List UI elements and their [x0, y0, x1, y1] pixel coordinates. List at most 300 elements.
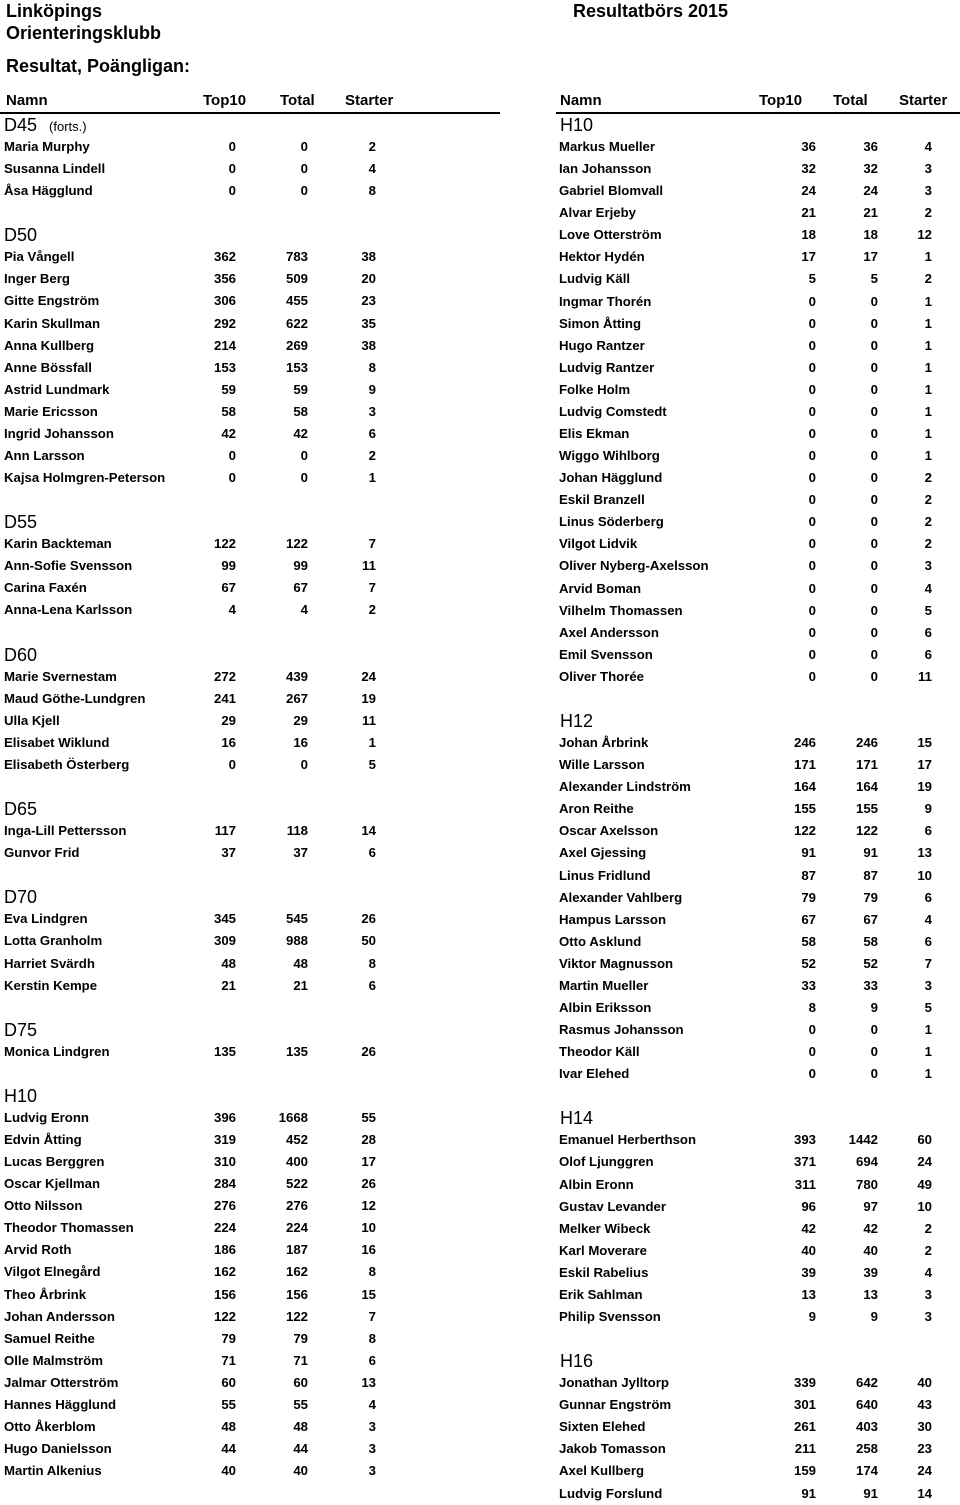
starter-value: 12 [361, 1198, 376, 1214]
top10-value: 21 [221, 977, 236, 993]
table-row [0, 710, 500, 732]
runner-name: Hugo Danielsson [4, 1441, 112, 1457]
runner-name: Love Otterström [559, 227, 662, 243]
runner-name: Simon Åtting [559, 315, 642, 331]
top10-value: 40 [221, 1463, 236, 1479]
starter-value: 30 [917, 1419, 932, 1435]
starter-value: 15 [917, 735, 932, 751]
top10-value: 71 [221, 1352, 236, 1368]
top10-value: 21 [801, 205, 816, 221]
total-value: 48 [293, 955, 308, 971]
starter-value: 23 [917, 1441, 932, 1457]
total-value: 52 [863, 955, 878, 971]
top10-value: 319 [213, 1131, 236, 1147]
top10-value: 0 [808, 602, 816, 618]
total-value: 29 [293, 712, 308, 728]
table-row [0, 1350, 500, 1372]
top10-value: 246 [793, 735, 816, 751]
total-value: 122 [285, 1308, 308, 1324]
table-row [0, 290, 500, 312]
total-value: 622 [285, 315, 308, 331]
total-value: 0 [870, 470, 878, 486]
top10-value: 362 [213, 249, 236, 265]
total-value: 509 [285, 271, 308, 287]
top10-value: 309 [213, 933, 236, 949]
top10-value: 96 [801, 1198, 816, 1214]
class-title-text: H12 [560, 711, 594, 732]
class-title-text: D55 [4, 512, 38, 533]
top10-value: 40 [801, 1242, 816, 1258]
top10-value: 16 [221, 734, 236, 750]
total-value: 0 [870, 403, 878, 419]
starter-value: 8 [368, 183, 376, 199]
column-header-starter: Starter [345, 92, 394, 109]
section-spacer [0, 776, 500, 798]
starter-value: 6 [924, 624, 932, 640]
total-value: 187 [285, 1242, 308, 1258]
runner-name: Melker Wibeck [559, 1220, 651, 1236]
total-value: 67 [293, 580, 308, 596]
runner-name: Åsa Hägglund [4, 183, 93, 199]
starter-value: 24 [917, 1463, 932, 1479]
starter-value: 3 [924, 1308, 932, 1324]
table-row [556, 1394, 960, 1416]
starter-value: 26 [361, 1176, 376, 1192]
starter-value: 5 [924, 602, 932, 618]
top10-value: 0 [808, 668, 816, 684]
total-value: 9 [870, 999, 878, 1015]
total-value: 224 [285, 1220, 308, 1236]
top10-value: 39 [801, 1264, 816, 1280]
result-class-section [556, 688, 960, 1085]
runner-name: Rasmus Johansson [559, 1022, 684, 1038]
top10-value: 0 [808, 580, 816, 596]
total-value: 21 [863, 205, 878, 221]
starter-value: 1 [368, 470, 376, 486]
runner-name: Hampus Larsson [559, 911, 666, 927]
runner-name: Harriet Svärdh [4, 955, 95, 971]
starter-value: 7 [924, 955, 932, 971]
starter-value: 10 [361, 1220, 376, 1236]
starter-value: 3 [368, 403, 376, 419]
total-value: 36 [863, 139, 878, 154]
table-row [556, 600, 960, 622]
total-value: 122 [855, 823, 878, 839]
class-title [556, 1107, 960, 1129]
total-value: 155 [855, 801, 878, 817]
total-value: 9 [870, 1308, 878, 1324]
top10-value: 122 [213, 536, 236, 552]
table-row [0, 842, 500, 864]
starter-value: 2 [924, 536, 932, 552]
club-name-line2: Orienteringsklubb [6, 23, 162, 43]
top10-value: 67 [801, 911, 816, 927]
starter-value: 4 [368, 161, 376, 177]
top10-value: 0 [228, 183, 236, 199]
result-class-section [0, 776, 500, 864]
top10-value: 0 [228, 470, 236, 486]
table-row [556, 1306, 960, 1328]
total-value: 171 [855, 757, 878, 773]
runner-name: Jonathan Jylltorp [559, 1375, 669, 1391]
runner-name: Elisabeth Österberg [4, 756, 130, 772]
table-row [556, 291, 960, 313]
runner-name: Otto Asklund [559, 933, 642, 949]
table-row [0, 688, 500, 710]
runner-name: Linus Fridlund [559, 867, 651, 883]
starter-value: 24 [917, 1154, 932, 1170]
total-value: 17 [863, 249, 878, 265]
runner-name: Alexander Vahlberg [559, 889, 683, 905]
total-value: 71 [293, 1352, 308, 1368]
runner-name: Elis Ekman [559, 426, 630, 442]
table-row [556, 820, 960, 842]
column-header-total: Total [833, 92, 868, 109]
top10-value: 0 [228, 161, 236, 177]
starter-value: 15 [361, 1286, 376, 1302]
top10-value: 79 [801, 889, 816, 905]
table-row [0, 1239, 500, 1261]
starter-value: 24 [361, 668, 376, 684]
table-row [0, 666, 500, 688]
starter-value: 11 [362, 558, 376, 574]
top10-value: 58 [221, 403, 236, 419]
runner-name: Maud Göthe-Lundgren [4, 690, 146, 706]
runner-name: Arvid Roth [4, 1242, 72, 1258]
starter-value: 4 [924, 139, 932, 154]
runner-name: Anne Bössfall [4, 359, 92, 375]
table-row [0, 1217, 500, 1239]
top10-value: 99 [221, 558, 236, 574]
runner-name: Albin Eriksson [559, 999, 652, 1015]
class-title [0, 798, 500, 820]
column-header-row [0, 90, 500, 114]
total-value: 276 [285, 1198, 308, 1214]
total-value: 174 [855, 1463, 878, 1479]
table-row [0, 1173, 500, 1195]
table-row [556, 423, 960, 445]
total-value: 439 [285, 668, 308, 684]
table-row [0, 1041, 500, 1063]
top10-value: 155 [793, 801, 816, 817]
class-title-text: D45 [4, 115, 38, 135]
starter-value: 13 [917, 845, 932, 861]
table-row [556, 1041, 960, 1063]
runner-name: Ludvig Käll [559, 271, 631, 287]
table-row [556, 1218, 960, 1240]
runner-name: Axel Gjessing [559, 845, 647, 861]
total-value: 97 [863, 1198, 878, 1214]
starter-value: 8 [368, 1330, 376, 1346]
top10-value: 0 [808, 514, 816, 530]
top10-value: 396 [213, 1109, 236, 1125]
total-value: 60 [293, 1374, 308, 1390]
starter-value: 3 [924, 558, 932, 574]
column-header-top10: Top10 [203, 92, 247, 109]
starter-value: 2 [924, 492, 932, 508]
top10-value: 48 [221, 1418, 236, 1434]
starter-value: 19 [917, 779, 932, 795]
result-class-section [0, 489, 500, 621]
runner-name: Hektor Hydén [559, 249, 645, 265]
runner-name: Kajsa Holmgren-Peterson [4, 470, 166, 486]
table-row [0, 158, 500, 180]
club-name-line1: Linköpings [6, 1, 102, 21]
top10-value: 55 [221, 1396, 236, 1412]
column-header-name: Namn [560, 92, 602, 109]
runner-name: Samuel Reithe [4, 1330, 95, 1346]
runner-name: Theodor Thomassen [4, 1220, 134, 1236]
table-row [556, 754, 960, 776]
table-row [556, 445, 960, 467]
starter-value: 4 [924, 1264, 932, 1280]
table-row [0, 1261, 500, 1283]
class-title-text: H10 [560, 115, 594, 135]
total-value: 246 [855, 735, 878, 751]
runner-name: Eskil Branzell [559, 492, 645, 508]
total-value: 0 [870, 580, 878, 596]
table-row [0, 180, 500, 202]
total-value: 0 [870, 1044, 878, 1060]
table-row [0, 268, 500, 290]
starter-value: 49 [917, 1176, 932, 1192]
table-row [0, 908, 500, 930]
runner-name: Karin Skullman [4, 315, 101, 331]
page-title: Resultatbörs 2015 [573, 1, 729, 21]
runner-name: Martin Mueller [559, 977, 649, 993]
starter-value: 50 [361, 933, 376, 949]
starter-value: 6 [924, 646, 932, 662]
starter-value: 4 [368, 1396, 376, 1412]
starter-value: 4 [924, 580, 932, 596]
runner-name: Ivar Elehed [559, 1066, 630, 1082]
top10-value: 306 [213, 293, 236, 309]
table-row [556, 578, 960, 600]
top10-value: 59 [221, 381, 236, 397]
top10-value: 186 [213, 1242, 236, 1258]
table-row [556, 313, 960, 335]
top10-value: 310 [213, 1154, 236, 1170]
top10-value: 0 [808, 359, 816, 375]
total-value: 1668 [278, 1109, 308, 1125]
result-class-section [0, 1063, 500, 1482]
class-title [556, 1350, 960, 1372]
top10-value: 58 [801, 933, 816, 949]
top10-value: 0 [808, 1022, 816, 1038]
total-value: 0 [870, 514, 878, 530]
runner-name: Hannes Hägglund [4, 1396, 117, 1412]
class-title [0, 511, 500, 533]
table-row [556, 379, 960, 401]
starter-value: 3 [368, 1418, 376, 1434]
table-row [556, 887, 960, 909]
column-header-starter: Starter [899, 92, 948, 109]
class-title-text: D50 [4, 225, 38, 246]
table-row [0, 1372, 500, 1394]
class-title-text: D70 [4, 887, 38, 908]
starter-value: 12 [917, 227, 932, 243]
section-spacer [0, 202, 500, 224]
total-value: 21 [293, 977, 308, 993]
table-row [556, 158, 960, 180]
top10-value: 162 [213, 1264, 236, 1280]
total-value: 24 [863, 183, 878, 199]
table-row [556, 865, 960, 887]
runner-name: Erik Sahlman [559, 1286, 643, 1302]
runner-name: Karl Moverare [559, 1242, 647, 1258]
runner-name: Inga-Lill Pettersson [4, 823, 127, 839]
runner-name: Linus Söderberg [559, 514, 664, 530]
runner-name: Ann-Sofie Svensson [4, 558, 133, 574]
column-header-row [556, 90, 960, 114]
starter-value: 14 [361, 823, 376, 839]
runner-name: Oliver Thorée [559, 668, 645, 684]
runner-name: Martin Alkenius [4, 1463, 102, 1479]
total-value: 16 [293, 734, 308, 750]
table-row [0, 1284, 500, 1306]
total-value: 33 [863, 977, 878, 993]
table-row [556, 776, 960, 798]
total-value: 164 [855, 779, 878, 795]
runner-name: Otto Nilsson [4, 1198, 83, 1214]
runner-name: Arvid Boman [559, 580, 642, 596]
total-value: 642 [855, 1375, 878, 1391]
top10-value: 261 [793, 1419, 816, 1435]
starter-value: 1 [924, 1022, 932, 1038]
runner-name: Alvar Erjeby [559, 205, 636, 221]
total-value: 40 [293, 1463, 308, 1479]
runner-name: Axel Andersson [559, 624, 659, 640]
table-row [0, 357, 500, 379]
starter-value: 1 [924, 337, 932, 353]
runner-name: Johan Hägglund [559, 470, 663, 486]
result-class-section [0, 997, 500, 1063]
starter-value: 26 [361, 911, 376, 927]
table-row [556, 931, 960, 953]
runner-name: Ludvig Eronn [4, 1109, 89, 1125]
total-value: 0 [870, 359, 878, 375]
table-row [556, 401, 960, 423]
section-spacer [556, 688, 960, 710]
runner-name: Jalmar Otterström [4, 1374, 119, 1390]
table-row [556, 467, 960, 489]
starter-value: 2 [368, 602, 376, 618]
runner-name: Lotta Granholm [4, 933, 103, 949]
table-row [556, 202, 960, 224]
starter-value: 1 [368, 734, 376, 750]
total-value: 0 [870, 668, 878, 684]
table-row [556, 1372, 960, 1394]
starter-value: 2 [368, 139, 376, 154]
table-row [0, 1394, 500, 1416]
runner-name: Oliver Nyberg-Axelsson [559, 558, 709, 574]
page-subtitle: Resultat, Poängligan: [6, 56, 191, 76]
starter-value: 35 [361, 315, 376, 331]
runner-name: Elisabet Wiklund [4, 734, 110, 750]
top10-value: 214 [213, 337, 236, 353]
starter-value: 2 [924, 470, 932, 486]
starter-value: 8 [368, 955, 376, 971]
table-row [556, 732, 960, 754]
top10-value: 122 [793, 823, 816, 839]
top10-value: 292 [213, 315, 236, 331]
table-row [556, 1438, 960, 1460]
top10-value: 117 [214, 823, 236, 839]
starter-value: 8 [368, 1264, 376, 1280]
table-row [556, 1151, 960, 1173]
top10-value: 0 [808, 1066, 816, 1082]
starter-value: 9 [924, 801, 932, 817]
table-row [556, 1019, 960, 1041]
column-header-total: Total [280, 92, 315, 109]
total-value: 0 [870, 381, 878, 397]
table-row [556, 180, 960, 202]
table-row [556, 953, 960, 975]
total-value: 91 [863, 1485, 878, 1501]
table-row [0, 1151, 500, 1173]
runner-name: Otto Åkerblom [4, 1418, 96, 1434]
runner-name: Kerstin Kempe [4, 977, 98, 993]
starter-value: 26 [361, 1043, 376, 1059]
starter-value: 6 [368, 845, 376, 861]
total-value: 55 [293, 1396, 308, 1412]
total-value: 99 [293, 558, 308, 574]
table-row [556, 644, 960, 666]
runner-name: Emil Svensson [559, 646, 653, 662]
class-title [0, 644, 500, 666]
table-row [556, 555, 960, 577]
top10-value: 301 [793, 1397, 816, 1413]
starter-value: 13 [361, 1374, 376, 1390]
table-row [556, 1240, 960, 1262]
top10-value: 18 [801, 227, 816, 243]
total-value: 32 [863, 161, 878, 177]
runner-name: Gustav Levander [559, 1198, 667, 1214]
runner-name: Ludvig Forslund [559, 1485, 663, 1501]
top10-value: 42 [801, 1220, 816, 1236]
class-title-text: D60 [4, 644, 38, 665]
result-class-section [556, 114, 960, 688]
top10-value: 339 [793, 1375, 816, 1391]
top10-value: 33 [801, 977, 816, 993]
club-name [6, 0, 161, 44]
table-row [0, 599, 500, 621]
total-value: 988 [285, 933, 308, 949]
runner-name: Johan Årbrink [559, 735, 649, 751]
starter-value: 11 [362, 712, 376, 728]
top10-value: 91 [801, 1485, 816, 1501]
total-value: 0 [870, 558, 878, 574]
total-value: 0 [870, 602, 878, 618]
runner-name: Carina Faxén [4, 580, 87, 596]
total-value: 0 [300, 470, 308, 486]
left-sections [0, 114, 500, 1482]
runner-name: Olle Malmström [4, 1352, 103, 1368]
starter-value: 1 [924, 381, 932, 397]
top10-value: 159 [793, 1463, 816, 1479]
table-row [0, 423, 500, 445]
total-value: 79 [293, 1330, 308, 1346]
top10-value: 164 [793, 779, 816, 795]
section-spacer [556, 1085, 960, 1107]
class-title [0, 1085, 500, 1107]
class-title [0, 224, 500, 246]
runner-name: Gunvor Frid [4, 845, 80, 861]
top10-value: 0 [808, 293, 816, 309]
table-row [0, 1107, 500, 1129]
total-value: 135 [285, 1043, 308, 1059]
section-spacer [0, 489, 500, 511]
